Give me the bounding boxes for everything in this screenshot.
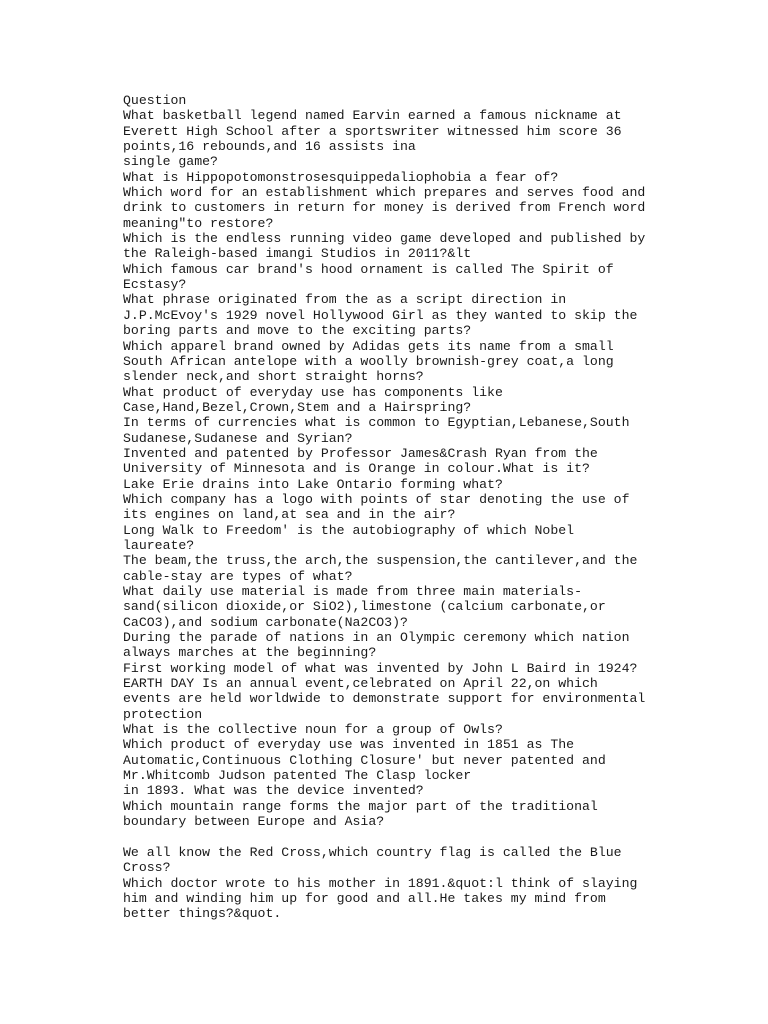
document-line: meaning"to restore?	[123, 215, 274, 231]
document-line: Which product of everyday use was invented in 1851 as The	[123, 737, 575, 753]
document-line: Case,Hand,Bezel,Crown,Stem and a Hairspring?	[123, 399, 472, 415]
document-line: What is the collective noun for a group of Owls?	[123, 722, 503, 738]
document-line: During the parade of nations in an Olympic ceremony which nation	[123, 630, 630, 646]
document-line: Ecstasy?	[123, 277, 187, 293]
document-line: the Raleigh-based imangi Studios in 2011?&lt	[123, 246, 472, 262]
document-line: What basketball legend named Earvin earned a famous nickname at	[123, 108, 622, 124]
document-line: South African antelope with a woolly brownish-grey coat,a long	[123, 353, 614, 369]
document-line: slender neck,and short straight horns?	[123, 369, 424, 385]
document-line: always marches at the beginning?	[123, 645, 377, 661]
document-line: its engines on land,at sea and in the air?	[123, 507, 456, 523]
document-line: EARTH DAY Is an annual event,celebrated on April 22,on which	[123, 676, 598, 692]
document-line: The beam,the truss,the arch,the suspension,the cantilever,and the	[123, 553, 638, 569]
document-line: Mr.Whitcomb Judson patented The Clasp locker	[123, 768, 472, 784]
document-line: Cross?	[123, 860, 171, 876]
document-line: Automatic,Continuous Clothing Closure' but never patented and	[123, 752, 606, 768]
document-line: Lake Erie drains into Lake Ontario forming what?	[123, 476, 503, 492]
document-line: events are held worldwide to demonstrate support for environmental	[123, 691, 646, 707]
document-line: CaCO3),and sodium carbonate(Na2CO3)?	[123, 614, 408, 630]
document-heading: Question	[123, 93, 187, 108]
document-line: better things?&quot.	[123, 906, 282, 922]
document-line: in 1893. What was the device invented?	[123, 783, 424, 799]
document-line: We all know the Red Cross,which country flag is called the Blue	[123, 844, 622, 860]
document-line: Invented and patented by Professor James&Crash Ryan from the	[123, 445, 598, 461]
document-line: What product of everyday use has components like	[123, 384, 503, 400]
document-line: Which famous car brand's hood ornament is called The Spirit of	[123, 261, 614, 277]
document-line: Which apparel brand owned by Adidas gets its name from a small	[123, 338, 614, 354]
document-line: points,16 rebounds,and 16 assists ina	[123, 139, 416, 155]
document-line: sand(silicon dioxide,or SiO2),limestone (calcium carbonate,or	[123, 599, 606, 615]
document-line: Which word for an establishment which prepares and serves food and	[123, 185, 646, 201]
document-line: boring parts and move to the exciting parts?	[123, 323, 472, 339]
document-line: Everett High School after a sportswriter witnessed him score 36	[123, 123, 622, 139]
document-line: What is Hippopotomonstrosesquippedaliophobia a fear of?	[123, 169, 559, 185]
document-line: First working model of what was invented by John L Baird in 1924?	[123, 660, 638, 676]
document-line: University of Minnesota and is Orange in colour.What is it?	[123, 461, 590, 477]
document-line: Which company has a logo with points of star denoting the use of	[123, 491, 630, 507]
document-body	[123, 93, 753, 922]
document-line: single game?	[123, 154, 218, 170]
document-line: protection	[123, 706, 203, 722]
document-line: Long Walk to Freedom' is the autobiography of which Nobel	[123, 522, 575, 538]
document-line: In terms of currencies what is common to Egyptian,Lebanese,South	[123, 415, 630, 431]
document-line: cable-stay are types of what?	[123, 568, 353, 584]
document-line: boundary between Europe and Asia?	[123, 814, 385, 830]
document-line: What phrase originated from the as a script direction in	[123, 292, 567, 308]
document-line: J.P.McEvoy's 1929 novel Hollywood Girl as they wanted to skip the	[123, 307, 638, 323]
document-line: laureate?	[123, 537, 195, 553]
document-line: What daily use material is made from three main materials-	[123, 584, 582, 599]
document-line: drink to customers in return for money is derived from French word	[123, 200, 646, 216]
document-line: Which doctor wrote to his mother in 1891.&quot:l think of slaying	[123, 875, 638, 891]
document-line	[123, 830, 753, 845]
document-line: him and winding him up for good and all.He takes my mind from	[123, 890, 606, 906]
document-line: Which is the endless running video game developed and published by	[123, 231, 646, 247]
document-line: Sudanese,Sudanese and Syrian?	[123, 430, 353, 446]
document-line: Which mountain range forms the major part of the traditional	[123, 798, 598, 814]
